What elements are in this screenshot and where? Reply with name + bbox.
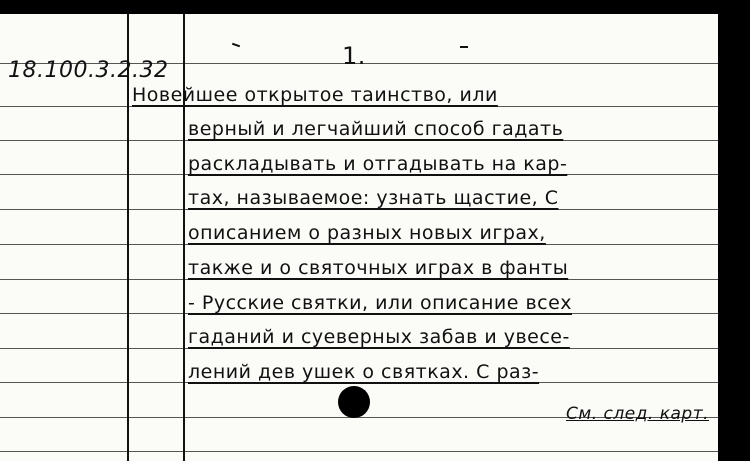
text-line-5: описанием о разных новых играх, [188,222,546,244]
text-line-4: тах, называемое: узнать щастие, С [188,187,559,209]
text-line-2: верный и легчайший способ гадать [188,118,564,140]
call-number: 18.100.3.2.32 [8,58,169,83]
ruled-line [0,451,718,452]
pen-mark [460,46,468,48]
text-line-1: Новейшее открытое таинство, или [132,84,498,106]
ruled-line [0,244,718,245]
ruled-line [0,209,718,210]
ruled-line [0,106,718,107]
text-line-7: - Русские святки, или описание всех [188,292,573,314]
ruled-line [0,279,718,280]
text-line-6: также и о святочных играх в фанты [188,257,569,279]
text-line-8: гаданий и суеверных забав и увесе- [188,326,570,348]
ruled-line [0,140,718,141]
text-line-9: лений дев ушек о святках. С раз- [188,361,540,383]
see-next-card: См. след. карт. [566,404,710,424]
catalog-card [0,14,718,461]
pen-mark [232,43,240,48]
page-number: 1. [342,42,366,70]
ruled-line [0,348,718,349]
text-line-3: раскладывать и отгадывать на кар- [188,153,568,175]
margin-line [183,14,185,461]
ink-blot [338,386,370,418]
